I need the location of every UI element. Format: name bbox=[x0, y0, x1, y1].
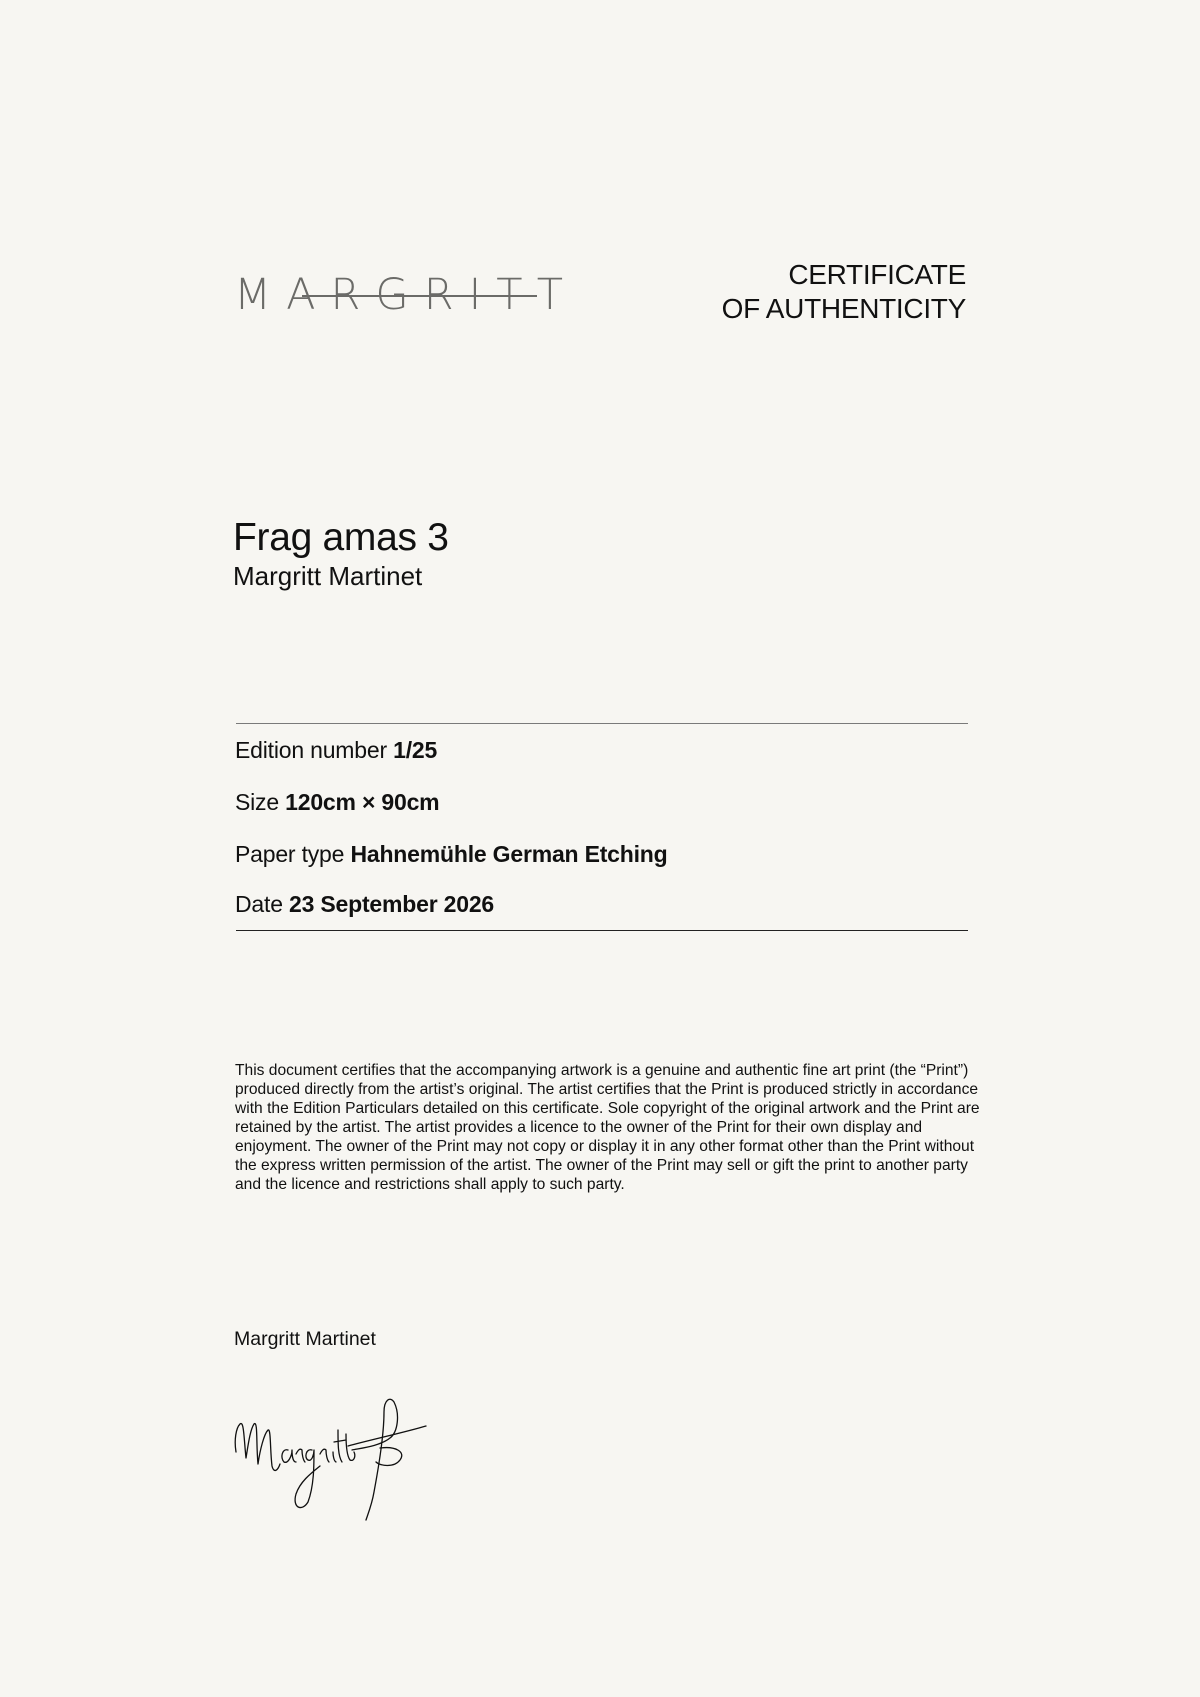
paper-type-value: Hahnemühle German Etching bbox=[350, 841, 668, 867]
particulars-bottom-divider bbox=[236, 930, 968, 931]
certification-statement: This document certifies that the accompanying artwork is a genuine and authentic fine art print (the “Print”) produced directly from the artist’s original. The artist certifies that the Print is produced strictly in accordance with the Edition Particulars detailed on this certificate. Sole copyright of the original artwork and the Print are retained by the artist. The artist provides a licence to the owner of the Print for their own display and enjoyment. The owner of the Print may not copy or display it in any other format other than the Print without the express written permission of the artist. The owner of the Print may sell or gift the print to another party and the licence and restrictions shall apply to such party. bbox=[235, 1062, 980, 1193]
brand-logo-strikethrough bbox=[302, 295, 537, 297]
signer-name: Margritt Martinet bbox=[234, 1328, 376, 1350]
paper-type-row bbox=[235, 840, 668, 868]
brand-logo-text: MARGRITT bbox=[234, 270, 579, 320]
edition-number-label: Edition number bbox=[235, 737, 387, 763]
date-value: 23 September 2026 bbox=[289, 891, 495, 917]
date-label: Date bbox=[235, 891, 283, 917]
handwritten-signature bbox=[230, 1390, 455, 1530]
particulars-top-divider bbox=[236, 723, 968, 724]
certificate-heading bbox=[722, 258, 966, 326]
brand-logo bbox=[234, 272, 584, 318]
artwork-artist: Margritt Martinet bbox=[233, 561, 423, 591]
size-value: 120cm × 90cm bbox=[285, 789, 440, 815]
size-label: Size bbox=[235, 789, 279, 815]
artwork-title: Frag amas 3 bbox=[233, 516, 449, 559]
certificate-heading-line2: OF AUTHENTICITY bbox=[721, 293, 966, 324]
size-row bbox=[235, 788, 439, 816]
date-row bbox=[235, 890, 494, 918]
edition-number-row bbox=[235, 736, 437, 764]
paper-type-label: Paper type bbox=[235, 841, 345, 867]
edition-number-value: 1/25 bbox=[393, 737, 438, 763]
certificate-heading-line1: CERTIFICATE bbox=[788, 259, 966, 290]
